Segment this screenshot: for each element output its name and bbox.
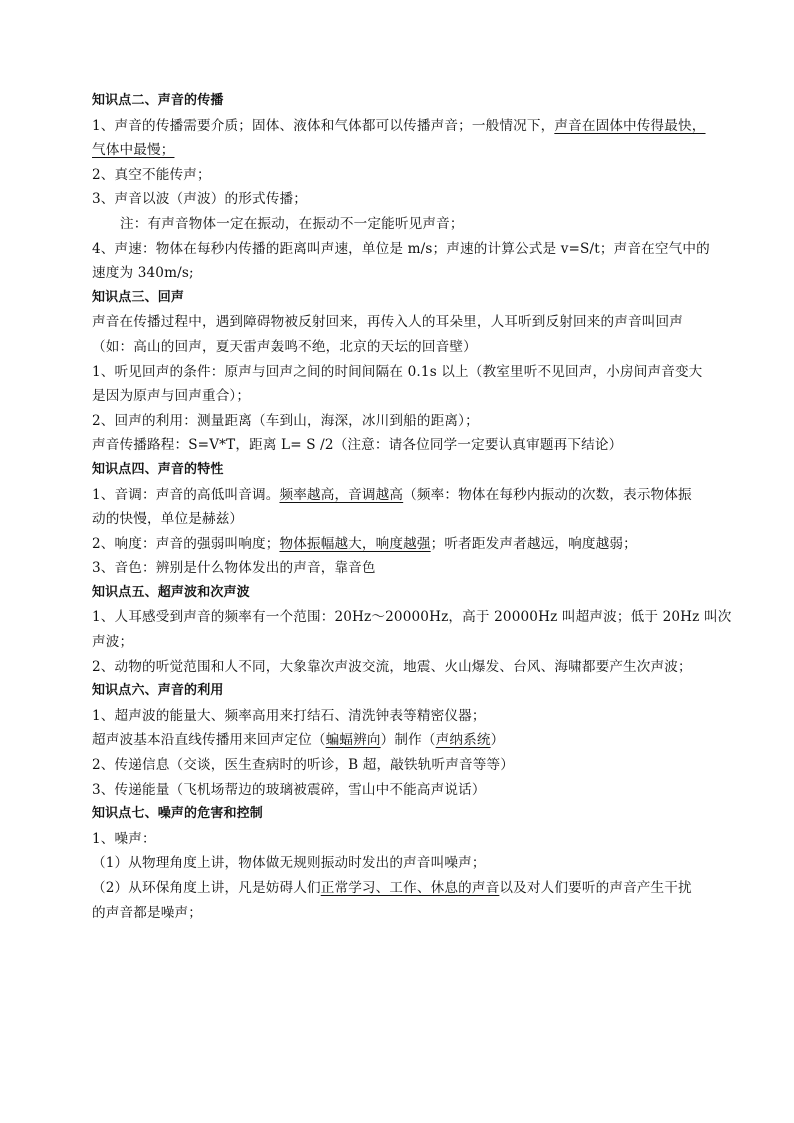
underlined-text: 气体中最慢； bbox=[92, 142, 175, 159]
text-run: 1、噪声： bbox=[92, 830, 156, 847]
text-line bbox=[92, 827, 712, 852]
text-run: 3、声音以波（声波）的形式传播； bbox=[92, 191, 307, 208]
section-heading: 知识点七、噪声的危害和控制 bbox=[92, 806, 263, 822]
text-run: 1、音调：声音的高低叫音调。 bbox=[92, 486, 280, 503]
text-line bbox=[92, 163, 712, 188]
text-run: 超声波基本沿直线传播用来回声定位（ bbox=[92, 732, 326, 749]
text-line bbox=[92, 310, 712, 335]
text-run: 1、声音的传播需要介质；固体、液体和气体都可以传播声音；一般情况下， bbox=[92, 117, 555, 134]
text-line bbox=[92, 237, 712, 262]
text-run: 2、回声的利用：测量距离（车到山，海深，冰川到船的距离）； bbox=[92, 412, 479, 429]
underlined-text: 频率越高，音调越高 bbox=[279, 486, 404, 503]
text-line bbox=[92, 851, 712, 876]
section-heading: 知识点二、声音的传播 bbox=[92, 93, 224, 108]
text-line bbox=[92, 384, 712, 409]
text-run: 2、动物的听觉范围和人不同，大象靠次声波交流，地震、火山爆发、台风、海啸都要产生次声波； bbox=[92, 658, 692, 675]
text-run: 2、传递信息（交谈，医生查病时的听诊，B 超，敲铁轨听声音等等） bbox=[92, 757, 514, 774]
text-run: 以及对人们要听的声音产生干扰 bbox=[499, 880, 692, 896]
text-run: ） bbox=[490, 732, 505, 749]
underlined-text: 蝙蝠辨向 bbox=[325, 732, 381, 749]
text-run: 1、人耳感受到声音的频率有一个范围：20Hz～20000Hz，高于 20000Hz 叫超声波；低于 20Hz 叫次 bbox=[92, 609, 732, 626]
note-line bbox=[92, 212, 712, 237]
text-run: ）制作（ bbox=[380, 732, 436, 749]
text-run: 的声音都是噪声； bbox=[92, 904, 202, 921]
text-line bbox=[92, 114, 712, 139]
text-run: 1、听见回声的条件：原声与回声之间的时间间隔在 0.1s 以上（教室里听不见回声，小房间声音变大 bbox=[92, 363, 703, 380]
text-line bbox=[92, 753, 712, 778]
text-line bbox=[92, 433, 712, 458]
document-page bbox=[92, 89, 732, 925]
text-line bbox=[92, 728, 712, 753]
text-line bbox=[92, 876, 712, 901]
text-line bbox=[92, 335, 712, 360]
text-line bbox=[92, 138, 712, 163]
text-line bbox=[92, 901, 712, 926]
text-run: 1、超声波的能量大、频率高用来打结石、清洗钟表等精密仪器； bbox=[92, 707, 486, 724]
underlined-text: 声纳系统 bbox=[435, 732, 491, 749]
text-run: （如：高山的回声，夏天雷声轰鸣不绝，北京的天坛的回音壁） bbox=[92, 338, 477, 355]
text-line bbox=[92, 605, 732, 630]
text-run: ；听者距发声者越远，响度越弱； bbox=[430, 535, 637, 552]
text-run: 3、传递能量（飞机场帮边的玻璃被震碎，雪山中不能高声说话） bbox=[92, 781, 486, 798]
text-run: 声音在传播过程中，遇到障碍物被反射回来，再传入人的耳朵里，人耳听到反射回来的声音叫回声 bbox=[92, 314, 683, 331]
text-line bbox=[92, 704, 712, 729]
text-run: 4、声速：物体在每秒内传播的距离叫声速，单位是 m/s；声速的计算公式是 v=S/t；声音在空气中的 bbox=[92, 240, 710, 257]
text-line bbox=[92, 483, 712, 508]
section-heading: 知识点六、声音的利用 bbox=[92, 683, 224, 699]
text-line bbox=[92, 655, 712, 680]
section-heading: 知识点三、回声 bbox=[92, 289, 185, 305]
text-line bbox=[92, 261, 712, 286]
text-line bbox=[92, 778, 712, 803]
text-run: 声波； bbox=[92, 634, 134, 651]
section-heading: 知识点四、声音的特性 bbox=[92, 461, 224, 477]
text-run: 声音传播路程：S=V*T，距离 L= S /2（注意：请各位同学一定要认真审题再下结论） bbox=[92, 437, 623, 454]
text-run: （2）从环保角度上讲，凡是妨碍人们 bbox=[92, 880, 321, 896]
underlined-text: 物体振幅越大，响度越强 bbox=[279, 535, 431, 552]
text-run: 动的快慢，单位是赫兹） bbox=[92, 511, 244, 528]
text-line bbox=[92, 532, 712, 557]
text-run: 是因为原声与回声重合）； bbox=[92, 388, 251, 405]
section-heading: 知识点五、超声波和次声波 bbox=[92, 584, 250, 600]
text-run: 2、真空不能传声； bbox=[92, 166, 211, 183]
text-run: 速度为 340m/s; bbox=[92, 265, 194, 282]
text-line bbox=[92, 630, 712, 655]
text-run: 注：有声音物体一定在振动，在振动不一定能听见声音； bbox=[120, 215, 464, 232]
text-run: （频率：物体在每秒内振动的次数，表示物体振 bbox=[403, 486, 692, 503]
text-line bbox=[92, 360, 712, 385]
underlined-text: 正常学习、工作、休息的声音 bbox=[320, 880, 500, 896]
text-run: 3、音色：辨别是什么物体发出的声音，靠音色 bbox=[92, 560, 376, 577]
text-run: 2、响度：声音的强弱叫响度； bbox=[92, 535, 280, 552]
text-line bbox=[92, 507, 712, 532]
text-line bbox=[92, 556, 712, 581]
text-line bbox=[92, 187, 712, 212]
text-run: （1）从物理角度上讲，物体做无规则振动时发出的声音叫噪声； bbox=[92, 855, 486, 872]
text-line bbox=[92, 409, 712, 434]
underlined-text: 声音在固体中传得最快， bbox=[554, 117, 706, 134]
